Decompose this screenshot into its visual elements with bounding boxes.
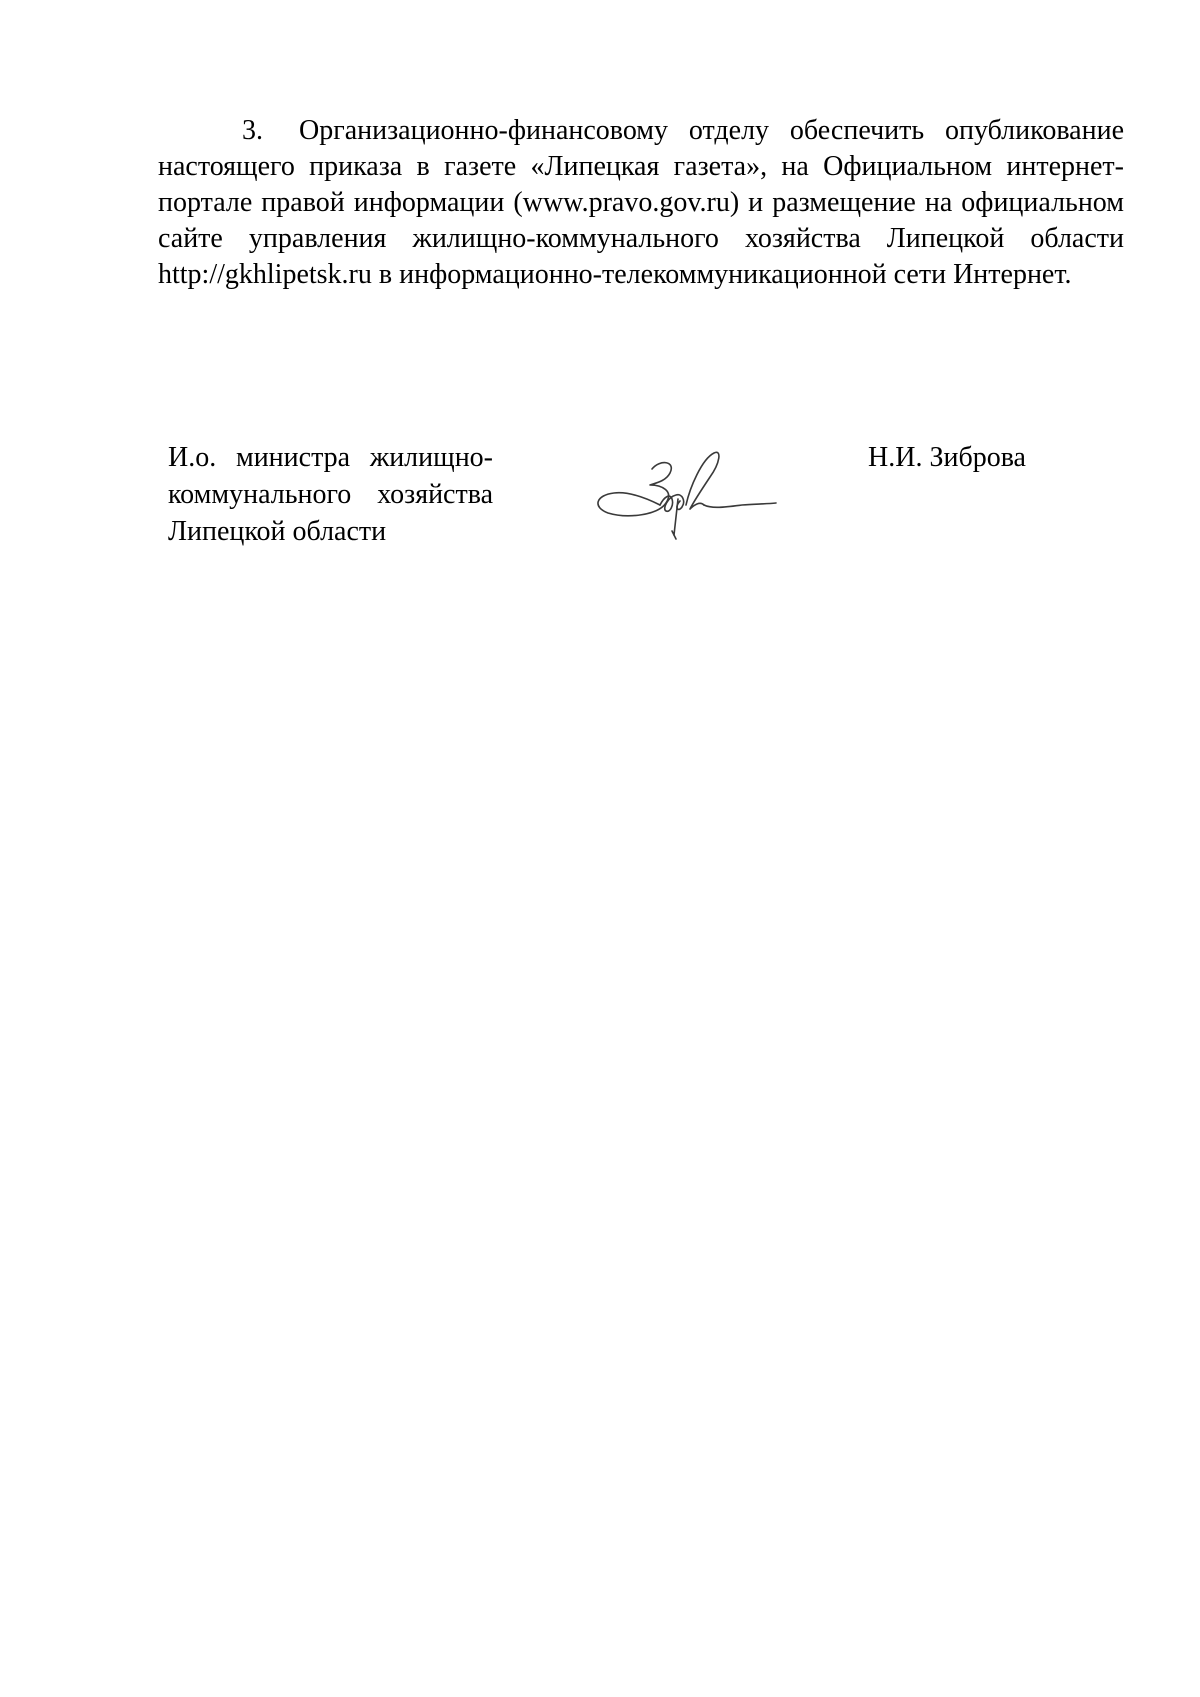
handwritten-signature <box>590 447 780 547</box>
signatory-name: Н.И. Зиброва <box>868 442 1026 473</box>
paragraph-text: Организационно-финансовому отделу обеспечить опубликование настоящего приказа в газете «Липецкая газета», на Официальном интернет-портале правой информации (www.pravo.gov.ru) и размещение на официальном сайте управления жилищно-коммунального хозяйства Липецкой области http://gkhlipetsk.ru в информационно-телекоммуникационной сети Интернет. <box>158 115 1124 290</box>
signatory-position <box>168 439 493 550</box>
signatory-position-line-3: Липецкой области <box>168 516 387 547</box>
paragraph-number: 3. <box>242 115 263 146</box>
paragraph-item-3 <box>158 113 1124 293</box>
signatory-position-line-2: коммунального хозяйства <box>168 479 493 510</box>
signatory-position-line-1: И.о. министра жилищно- <box>168 442 493 473</box>
